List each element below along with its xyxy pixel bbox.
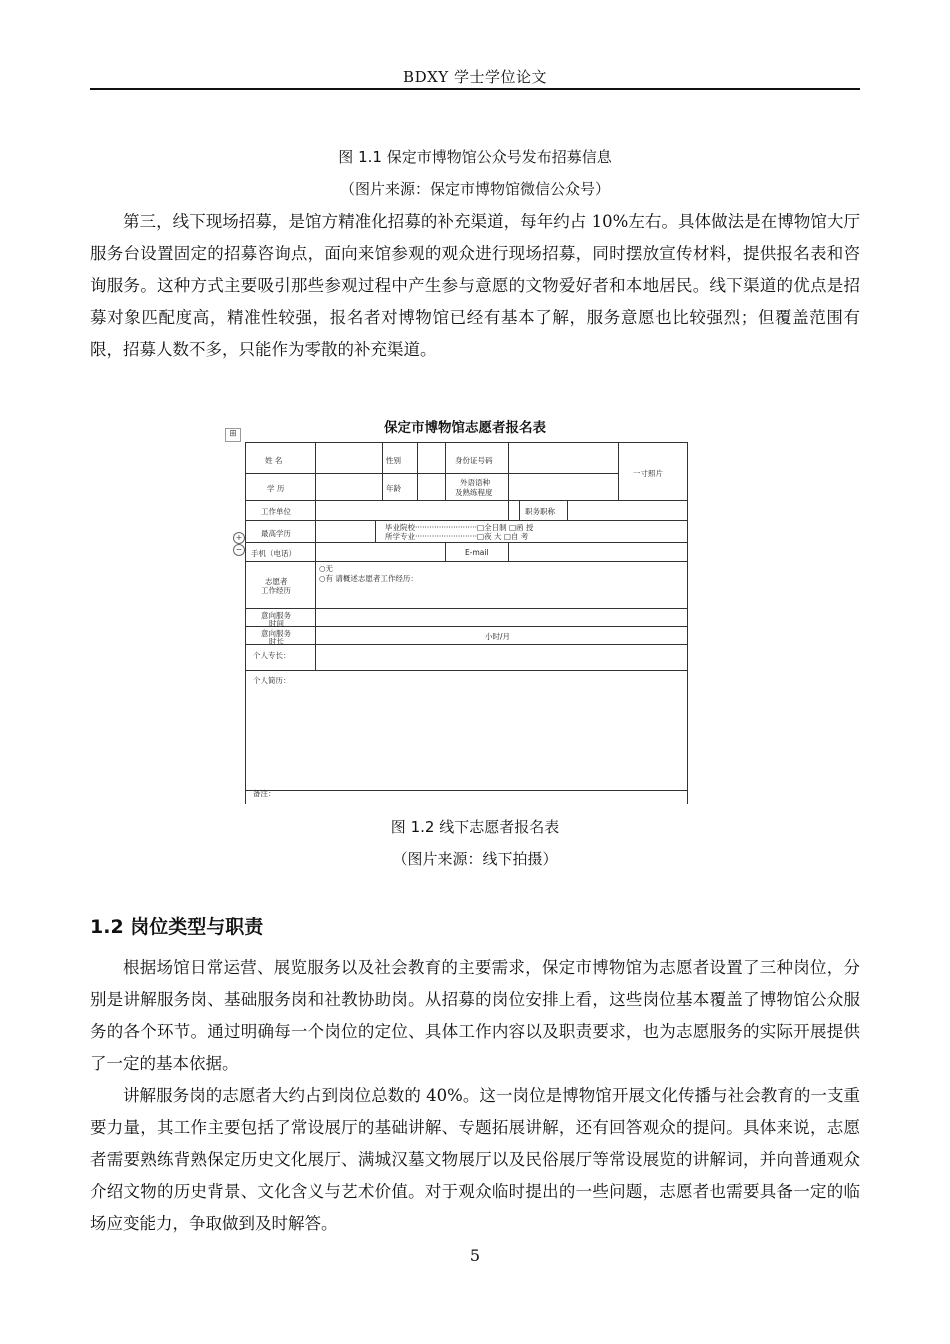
specialty-label: 个人专长：	[253, 651, 291, 660]
page-number: 5	[469, 1246, 481, 1265]
paragraph-position-types: 根据场馆日常运营、展览服务以及社会教育的主要需求，保定市博物馆为志愿者设置了三种岗位，分别是讲解服务岗、基础服务岗和社教协助岗。从招募的岗位安排上看，这些岗位基本覆盖了博物馆公众服务的各个环节。通过明确每一个岗位的定位、具体工作内容以及职责要求，也为志愿服务的实际开展提供了一定的基本依据。	[90, 958, 860, 1073]
add-row-icon: +	[233, 532, 245, 544]
job-title-label: 职务职称	[525, 507, 555, 516]
employer-label: 工作单位	[261, 507, 291, 516]
experience-none-option: ○无	[319, 564, 334, 573]
education-label: 学 历	[267, 484, 285, 493]
service-duration-label-1: 意向服务	[261, 629, 291, 638]
figure-1-caption: 图 1.1 保定市博物馆公众号发布招募信息	[338, 148, 612, 166]
registration-form-image	[225, 412, 695, 806]
paragraph-offline-recruitment: 第三，线下现场招募，是馆方精准化招募的补充渠道，每年约占 10%左右。具体做法是在博物馆大厅服务台设置固定的招募咨询点，面向来馆参观的观众进行现场招募，同时摆放宣传材料，提供报名表和咨询服务。这种方式主要吸引那些参观过程中产生参与意愿的文物爱好者和本地居民。线下渠道的优点是招募对象匹配度高，精准性较强，报名者对博物馆已经有基本了解，服务意愿也比较强烈；但覆盖范围有限，招募人数不多，只能作为零散的补充渠道。	[90, 212, 860, 359]
remove-row-icon: −	[233, 544, 245, 556]
phone-label: 手机（电话）	[251, 549, 296, 558]
form-title: 保定市博物馆志愿者报名表	[384, 420, 546, 436]
language-level-label: 及熟练程度	[455, 488, 493, 497]
age-label: 年龄	[386, 484, 401, 493]
figure-2-caption: 图 1.2 线下志愿者报名表	[390, 818, 560, 836]
photo-label: 一寸照片	[633, 469, 663, 478]
name-label: 姓 名	[265, 456, 283, 465]
experience-yes-option: ○有 请概述志愿者工作经历：	[319, 574, 418, 583]
experience-label-2: 工作经历	[261, 586, 291, 595]
service-time-label-1: 意向服务	[261, 611, 291, 620]
email-label: E-mail	[465, 548, 489, 557]
resume-label: 个人简历：	[253, 676, 291, 685]
paragraph-guide-position: 讲解服务岗的志愿者大约占到岗位总数的 40%。这一岗位是博物馆开展文化传播与社会教育的一支重要力量，其工作主要包括了常设展厅的基础讲解、专题拓展讲解，还有回答观众的提问。具体来说，志愿者需要熟练背熟保定历史文化展厅、满城汉墓文物展厅以及民俗展厅等常设展览的讲解词，并向普通观众介绍文物的历史背景、文化含义与艺术价值。对于观众临时提出的一些问题，志愿者也需要具备一定的临场应变能力，争取做到及时解答。	[90, 1086, 860, 1233]
school-label: 毕业院校··························□全日制 □函 授	[385, 523, 534, 532]
table-move-handle-icon: ⊞	[225, 428, 241, 442]
figure-2-source: （图片来源：线下拍摄）	[392, 850, 558, 868]
language-label: 外语语种	[460, 478, 490, 487]
section-heading: 1.2 岗位类型与职责	[90, 916, 264, 938]
id-number-label: 身份证号码	[455, 456, 493, 465]
major-label: 所学专业··························□夜 大 □自 考	[385, 532, 529, 541]
service-duration-label-2: 时长	[269, 637, 284, 646]
gender-label: 性别	[386, 456, 401, 465]
service-time-label-2: 时间	[269, 619, 284, 628]
remarks-label: 备注：	[253, 789, 276, 798]
highest-degree-label: 最高学历	[261, 529, 291, 538]
running-header: BDXY 学士学位论文	[403, 68, 547, 86]
hours-per-month-label: 小时/月	[485, 632, 511, 641]
figure-1-source: （图片来源：保定市博物馆微信公众号）	[339, 180, 610, 198]
form-table	[245, 442, 687, 804]
experience-label-1: 志愿者	[265, 577, 288, 586]
header-rule	[90, 88, 860, 90]
